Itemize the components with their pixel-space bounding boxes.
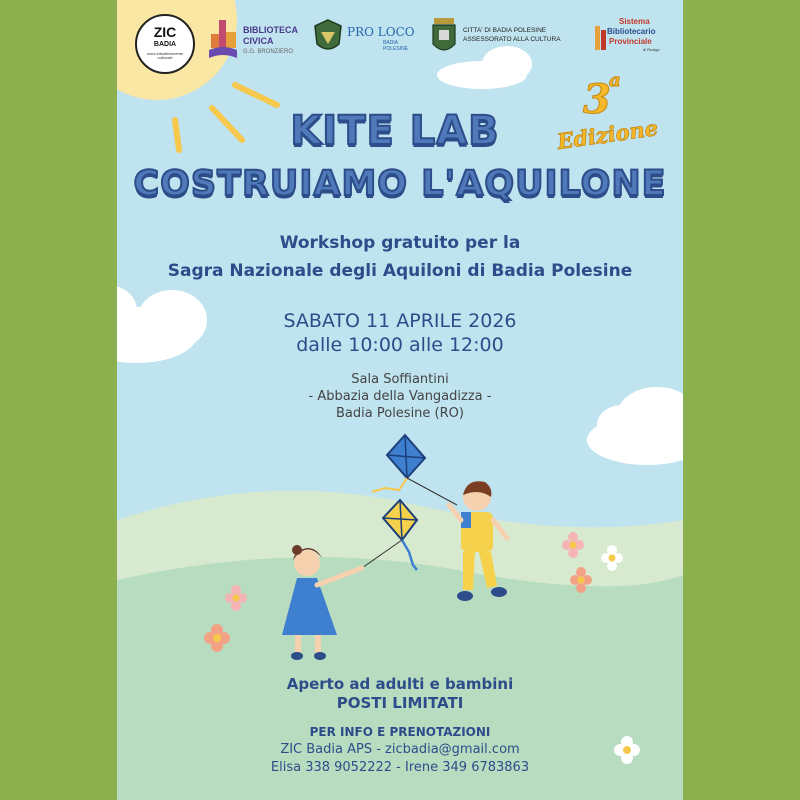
- citta-logo-line2: ASSESSORATO ALLA CULTURA: [463, 36, 561, 43]
- edition-badge: [555, 68, 660, 158]
- proloco-logo-sub2: POLESINE: [383, 46, 409, 52]
- biblioteca-logo-line2: CIVICA: [243, 36, 274, 46]
- proloco-logo-name: PRO LOCO: [347, 25, 415, 39]
- proloco-logo-sub1: BADIA: [383, 40, 399, 46]
- biblioteca-logo-line1: BIBLIOTECA: [243, 25, 298, 35]
- info-contact-phones: Elisa 338 9052222 - Irene 349 6783863: [270, 760, 530, 775]
- kite-icon: [372, 435, 457, 505]
- sistema-logo-line1: Sistema: [619, 17, 650, 26]
- workshop-line2: Sagra Nazionale degli Aquiloni di Badia Polesine: [167, 261, 633, 281]
- sistema-logo-line3: Provinciale: [609, 37, 652, 46]
- venue-line1: Sala Soffiantini: [351, 372, 449, 387]
- proloco-crest-icon: [313, 18, 343, 56]
- zic-logo-tagline: zona intrattenimento culturale: [146, 51, 184, 61]
- biblioteca-logo: [209, 14, 303, 66]
- zic-logo-sub: BADIA: [153, 41, 177, 48]
- book-stack-icon: [593, 24, 609, 54]
- event-date: SABATO 11 APRILE 2026: [283, 310, 517, 332]
- city-coat-of-arms-icon: [429, 16, 459, 58]
- info-heading: PER INFO E PRENOTAZIONI: [309, 725, 491, 739]
- venue-line2: - Abbazia della Vangadizza -: [308, 389, 492, 404]
- zic-logo: [135, 14, 195, 74]
- citta-logo: [429, 16, 587, 62]
- audience-line1: Aperto ad adulti e bambini: [286, 675, 514, 693]
- sistema-logo-line2: Bibliotecario: [607, 27, 656, 36]
- workshop-line1: Workshop gratuito per la: [279, 233, 521, 253]
- edition-word: Edizione: [555, 115, 660, 154]
- biblioteca-logo-line3: G.G. BRONZIERO: [243, 49, 294, 55]
- poster: [117, 0, 683, 800]
- sistema-logo: [593, 14, 675, 66]
- title-kite-lab: KITE LAB: [290, 108, 500, 154]
- audience-limited: POSTI LIMITATI: [336, 694, 464, 712]
- edition-superscript: a: [609, 70, 621, 91]
- event-time: dalle 10:00 alle 12:00: [296, 334, 504, 356]
- library-building-icon: [209, 20, 239, 62]
- edition-number: 3: [583, 76, 611, 123]
- zic-logo-title: ZIC: [153, 24, 177, 40]
- proloco-logo: [313, 18, 417, 62]
- title-costruiamo: COSTRUIAMO L'AQUILONE: [133, 164, 667, 204]
- citta-logo-line1: CITTA' DI BADIA POLESINE: [463, 27, 547, 34]
- sistema-logo-line4: di Rovigo: [643, 47, 660, 52]
- info-contact-email: ZIC Badia APS - zicbadia@gmail.com: [280, 742, 520, 757]
- venue-line3: Badia Polesine (RO): [336, 406, 464, 421]
